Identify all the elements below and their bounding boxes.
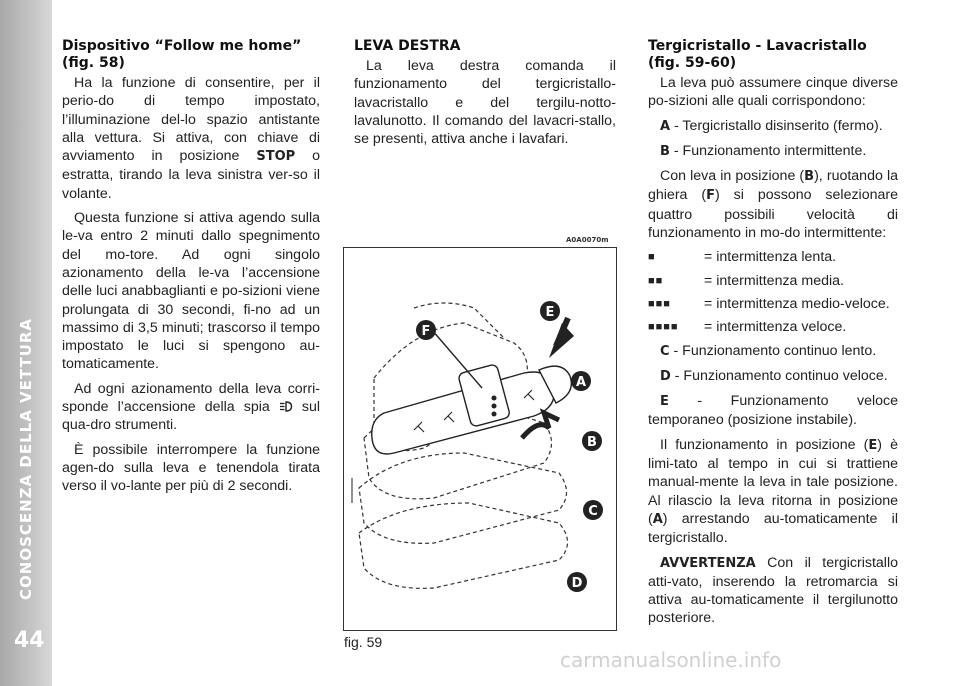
position-a: A - Tergicristallo disinserito (fermo). — [660, 117, 883, 134]
section-title: CONOSCENZA DELLA VETTURA — [17, 317, 35, 600]
speed-squares: ■■■ — [648, 297, 671, 310]
paragraph: La leva destra comanda il funzionamento del tergicristallo-lavacristallo e del tergilu-notto-lavalunotto. Il comando del lavacri-stallo, se presenti, attiva anche i lavafari. — [354, 58, 616, 148]
paragraph: Con leva in posizione (B), ruotando la ghiera (F) si possono selezionare quattro possibili velocità di funzionamento in mo-do intermittente: — [648, 168, 898, 242]
position-c: C - Funzionamento continuo lento. — [660, 342, 877, 359]
heading-wiper-washer: Tergicristallo - Lavacristallo (fig. 59-60) — [648, 38, 867, 71]
figure-59 — [343, 247, 617, 631]
position-e: E - Funzionamento veloce temporaneo (posizione instabile). — [648, 393, 898, 429]
paragraph: Ha la funzione di consentire, per il perio-do di tempo impostato, l’illuminazione del-lo spazio antistante alla vettura. Si attiva, con chiave di avviamento in posizione STOP o estratta, tirando la leva sinistra ver-so il volante. — [62, 75, 320, 202]
speed-row: ■■ = intermittenza media. — [648, 272, 844, 289]
wiper-lever-illustration — [344, 248, 616, 630]
paragraph: La leva può assumere cinque diverse po-sizioni alle quali corrispondono: — [648, 75, 898, 110]
column-right-lever — [354, 38, 616, 154]
paragraph: Il funzionamento in posizione (E) è limi-tato al tempo in cui si trattiene manual-mente la leva in tale posizione. Al rilascio la leva ritorna in posizione (A) arrestando au-tomaticamente il tergicristallo. — [648, 436, 898, 547]
position-b: B - Funzionamento intermittente. — [660, 142, 867, 159]
page-number: 44 — [14, 628, 45, 653]
speed-row: ■ = intermittenza lenta. — [648, 249, 837, 266]
speed-squares: ■ — [648, 251, 656, 264]
label-a: A — [575, 375, 587, 390]
speed-row: ■■■ = intermittenza medio-veloce. — [648, 295, 890, 312]
figure-code: A0A0070m — [566, 236, 609, 244]
paragraph: Questa funzione si attiva agendo sulla le-va entro 2 minuti dallo spegnimento del mo-tore. Ad ogni singolo azionamento della le-va l’accensione delle luci anabbaglianti e po-sizioni viene prolungata di 30 secondi, fi-no ad un massimo di 3,5 minuti; trascorso il tempo impostato le luci si spengono au-tomaticamente. — [62, 210, 320, 373]
label-b: B — [587, 435, 597, 450]
column-wiper-washer — [648, 38, 898, 634]
warning-label: AVVERTENZA — [660, 555, 756, 571]
low-beam-warning-icon — [279, 399, 302, 415]
paragraph: Ad ogni azionamento della leva corri-sponde l’accensione della spia sul qua-dro strumenti. — [62, 380, 320, 434]
heading-follow-me-home: Dispositivo “Follow me home” (fig. 58) — [62, 38, 302, 71]
position-d: D - Funzionamento continuo veloce. — [660, 367, 888, 384]
figure-caption: fig. 59 — [344, 634, 383, 650]
watermark: carmanualsonline.info — [560, 648, 782, 672]
label-e: E — [545, 305, 555, 320]
paragraph: È possibile interrompere la funzione agen-do sulla leva e tenendola tirata verso il vo-lante per più di 2 secondi. — [62, 441, 320, 495]
stop-keyword: STOP — [256, 149, 296, 165]
label-c: C — [588, 504, 598, 519]
warning-paragraph: AVVERTENZA Con il tergicristallo atti-vato, inserendo la retromarcia si attiva au-tomaticamente il tergilunotto posteriore. — [648, 554, 898, 627]
column-follow-me-home — [62, 38, 320, 502]
label-f: F — [421, 324, 431, 339]
speed-squares: ■■ — [648, 274, 664, 287]
speed-row: ■■■■ = intermittenza veloce. — [648, 319, 847, 336]
heading-right-lever: LEVA DESTRA — [354, 38, 461, 54]
label-d: D — [571, 576, 583, 591]
speed-squares: ■■■■ — [648, 321, 679, 334]
